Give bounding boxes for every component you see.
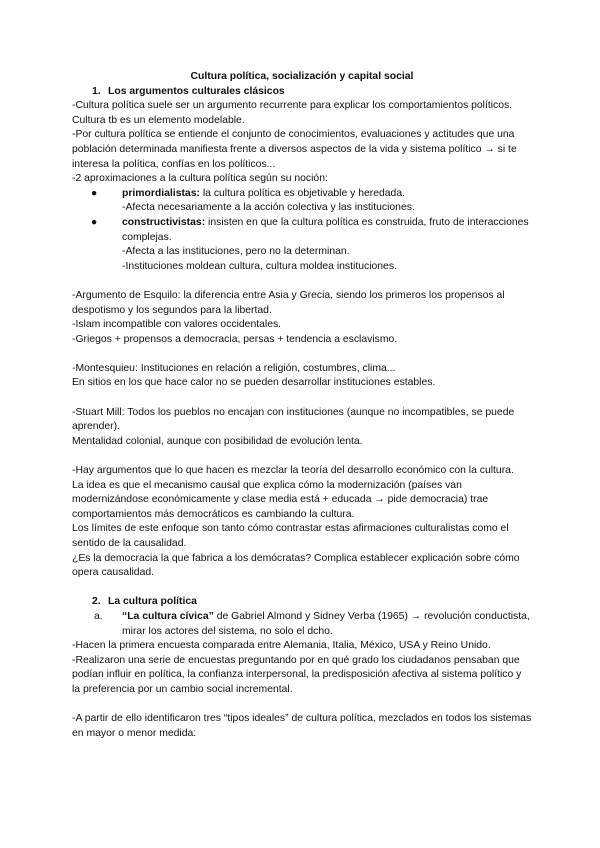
paragraph: -Por cultura política se entiende el conjunto de conocimientos, evaluaciones y actitudes que una población determinada manifiesta frente a diversos aspectos de la vida y sistema político → si te interesa la política, confías en los políticos... (72, 129, 517, 170)
paragraph: La idea es que el mecanismo causal que explica cómo la modernización (países van modernizándose económicamente y clase media está + educada → pide democracia) trae comportamientos más democráticos es cambiando la cultura. (72, 479, 489, 520)
document-page (72, 70, 532, 741)
list-item-a (72, 610, 532, 639)
bullet-term: constructivistas: (122, 216, 206, 228)
bullet-term: primordialistas: (122, 187, 200, 199)
bullet-item-primordialistas (72, 187, 532, 202)
bullet-subline: -Instituciones moldean cultura, cultura moldea instituciones. (122, 260, 397, 272)
spacer (72, 274, 532, 289)
paragraph: -Montesquieu: Instituciones en relación a religión, costumbres, clima... (72, 362, 396, 374)
paragraph: En sitios en los que hace calor no se pueden desarrollar instituciones estables. (72, 377, 436, 389)
list-marker: a. (94, 610, 103, 622)
paragraph: -A partir de ello identificaron tres “tipos ideales” de cultura política, mezclados en todos los sistemas en mayor o menor medida: (72, 713, 532, 739)
bullet-text: la cultura política es objetivable y heredada. (199, 187, 406, 199)
section-1-title: Los argumentos culturales clásicos (108, 85, 285, 97)
bullet-subline: -Afecta a las instituciones, pero no la determinan. (122, 246, 350, 258)
bullet-subline: -Afecta necesariamente a la acción colectiva y las instituciones. (122, 202, 415, 214)
paragraph: -Stuart Mill: Todos los pueblos no encajan con instituciones (aunque no incompatibles, se puede aprender). (72, 406, 515, 433)
spacer (72, 347, 532, 362)
paragraph: -Cultura política suele ser un argumento recurrente para explicar los comportamientos políticos. (72, 100, 513, 112)
book-title: “La cultura cívica” (122, 610, 214, 622)
list-item-text: de Gabriel Almond y Sidney Verba (1965) → revolución conductista, mirar los actores del sistema, no solo el dcho. (122, 610, 530, 637)
section-1-heading (72, 85, 532, 100)
paragraph: -2 aproximaciones a la cultura política según su noción: (72, 173, 328, 185)
document-title: Cultura política, socialización y capital social (190, 71, 414, 82)
paragraph: ¿Es la democracia la que fabrica a los demócratas? Complica establecer explicación sobre cómo opera causalidad. (72, 552, 520, 579)
section-1-number: 1. (92, 85, 101, 97)
paragraph: -Hacen la primera encuesta comparada entre Alemania, Italia, México, USA y Reino Unido. (72, 640, 491, 652)
section-2-number: 2. (92, 596, 101, 608)
section-2-title: La cultura política (108, 596, 197, 608)
paragraph: Los límites de este enfoque son tanto cómo contrastar estas afirmaciones culturalistas como el sentido de la causalidad. (72, 523, 509, 549)
bullet-text: insisten en que la cultura política es construida, fruto de interacciones complejas. (122, 216, 529, 243)
paragraph: -Griegos + propensos a democracia, persas + tendencia a esclavismo. (72, 333, 398, 345)
bullet-dot-icon: ● (91, 187, 98, 199)
spacer (72, 449, 532, 464)
section-2-heading (72, 595, 532, 610)
paragraph: -Realizaron una serie de encuestas preguntando por en qué grado los ciudadanos pensaban que podían influir en política, la confianza interpersonal, la predisposición afectiva al sistema político y la preferencia por un cambio social incremental. (72, 654, 522, 695)
spacer (72, 391, 532, 406)
paragraph: Mentalidad colonial, aunque con posibilidad de evolución lenta. (72, 435, 363, 447)
paragraph: Cultura tb es un elemento modelable. (72, 114, 245, 126)
paragraph: -Argumento de Esquilo: la diferencia entre Asia y Grecia, siendo los primeros los propensos al despotismo y los segundos para la libertad. (72, 289, 505, 316)
bullet-dot-icon: ● (91, 216, 98, 228)
paragraph: -Islam incompatible con valores occidentales. (72, 319, 282, 331)
paragraph: -Hay argumentos que lo que hacen es mezclar la teoría del desarrollo económico con la cultura. (72, 465, 514, 477)
spacer (72, 698, 532, 713)
spacer (72, 581, 532, 596)
bullet-item-constructivistas (72, 216, 532, 245)
